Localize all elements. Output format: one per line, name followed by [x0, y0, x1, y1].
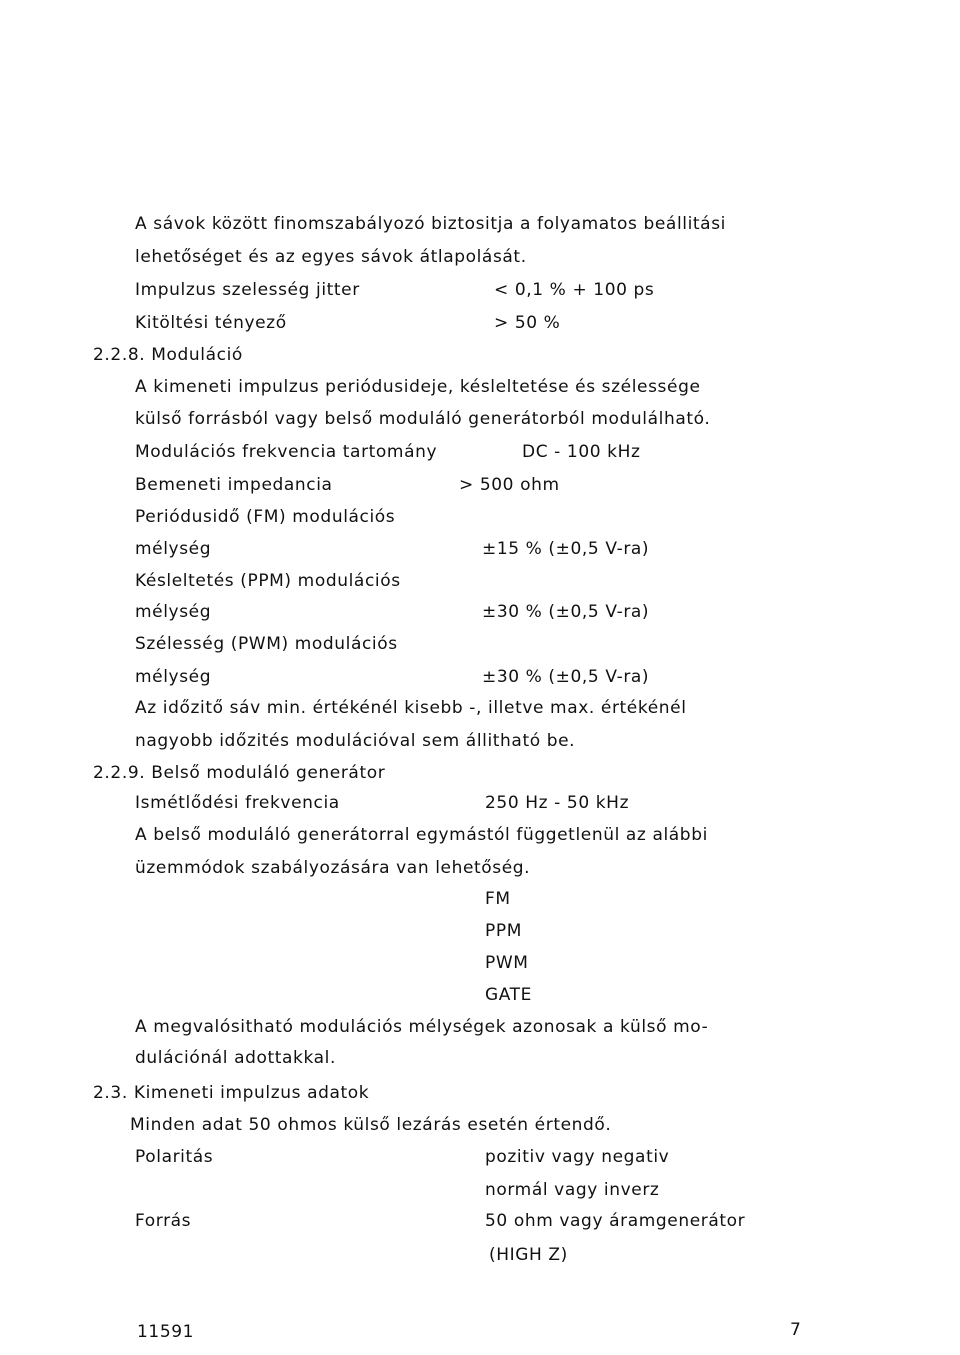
spec-label: Bemeneti impedancia [135, 475, 333, 495]
spec-value: ±30 % (±0,5 V-ra) [482, 602, 650, 622]
spec-value: pozitiv vagy negativ [485, 1147, 670, 1167]
spec-label: Periódusidő (FM) modulációs [135, 507, 396, 527]
spec-label: Ismétlődési frekvencia [135, 793, 340, 813]
paragraph-line: nagyobb időzités modulációval sem állitható be. [135, 731, 576, 751]
paragraph-line: Minden adat 50 ohmos külső lezárás esetén értendő. [130, 1115, 612, 1135]
spec-label: mélység [135, 539, 212, 559]
spec-label: Modulációs frekvencia tartomány [135, 442, 438, 462]
mode-item: FM [485, 889, 511, 909]
mode-item: PPM [485, 921, 522, 941]
spec-value: 250 Hz - 50 kHz [485, 793, 630, 813]
paragraph-line: A sávok között finomszabályozó biztositja a folyamatos beállitási [135, 214, 726, 234]
section-heading: 2.2.9. Belső moduláló generátor [93, 763, 386, 783]
spec-label: Szélesség (PWM) modulációs [135, 634, 398, 654]
spec-value: DC - 100 kHz [522, 442, 641, 462]
spec-label: Polaritás [135, 1147, 214, 1167]
paragraph-line: üzemmódok szabályozására van lehetőség. [135, 858, 531, 878]
spec-value: (HIGH Z) [489, 1245, 568, 1265]
spec-value: normál vagy inverz [485, 1180, 660, 1200]
spec-label: Impulzus szelesség jitter [135, 280, 360, 300]
spec-label: Kitöltési tényező [135, 313, 287, 333]
mode-item: GATE [485, 985, 533, 1005]
section-heading: 2.2.8. Moduláció [93, 345, 243, 365]
paragraph-line: külső forrásból vagy belső moduláló generátorból modulálható. [135, 409, 711, 429]
spec-value: < 0,1 % + 100 ps [494, 280, 655, 300]
spec-value: > 500 ohm [459, 475, 560, 495]
spec-value: 50 ohm vagy áramgenerátor [485, 1211, 746, 1231]
paragraph-line: A belső moduláló generátorral egymástól függetlenül az alábbi [135, 825, 708, 845]
spec-label: mélység [135, 667, 212, 687]
paragraph-line: A kimeneti impulzus periódusideje, késleltetése és szélessége [135, 377, 701, 397]
paragraph-line: Az időzitő sáv min. értékénél kisebb -, illetve max. értékénél [135, 698, 687, 718]
spec-value: > 50 % [494, 313, 561, 333]
paragraph-line: lehetőséget és az egyes sávok átlapolását. [135, 247, 527, 267]
page-number: 7 [790, 1320, 802, 1340]
section-heading: 2.3. Kimeneti impulzus adatok [93, 1083, 370, 1103]
spec-value: ±30 % (±0,5 V-ra) [482, 667, 650, 687]
paragraph-line: dulációnál adottakkal. [135, 1048, 336, 1068]
mode-item: PWM [485, 953, 529, 973]
paragraph-line: A megvalósitható modulációs mélységek azonosak a külső mo- [135, 1017, 709, 1037]
spec-label: Forrás [135, 1211, 192, 1231]
document-number: 11591 [137, 1322, 195, 1342]
spec-label: mélység [135, 602, 212, 622]
spec-label: Késleltetés (PPM) modulációs [135, 571, 401, 591]
spec-value: ±15 % (±0,5 V-ra) [482, 539, 650, 559]
